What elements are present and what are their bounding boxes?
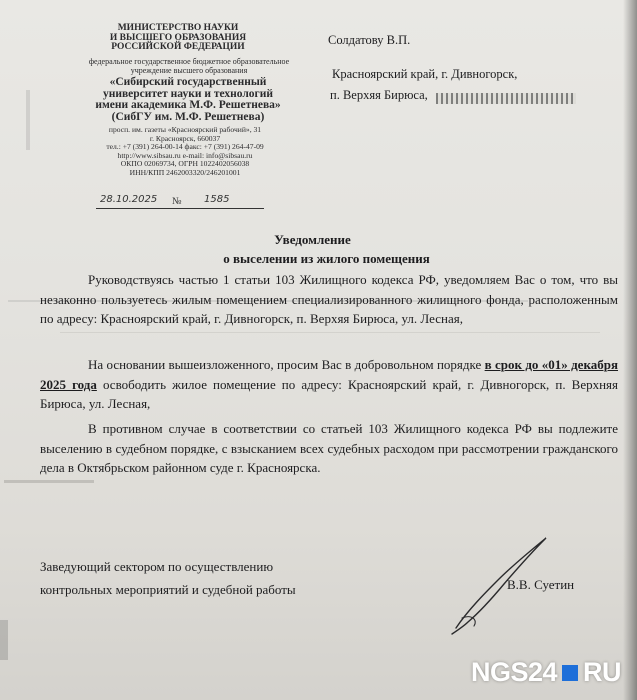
watermark-tld: RU xyxy=(583,657,621,687)
body-paragraph-2 xyxy=(40,355,618,414)
letterhead-type-line: учреждение высшего образования xyxy=(130,66,248,75)
notice-title: Уведомление xyxy=(274,232,351,247)
notice-subtitle: о выселении из жилого помещения xyxy=(223,251,430,266)
document-date: 28.10.2025 xyxy=(100,194,158,205)
document-number: 1585 xyxy=(204,194,230,205)
signatory-name: В.В. Суетин xyxy=(507,577,575,592)
letterhead-address-line: ИНН/КПП 2462003320/246201001 xyxy=(129,167,241,177)
page-shadow-edge xyxy=(623,0,637,700)
letterhead-address xyxy=(80,126,290,177)
letterhead-address-line: ОКПО 02069734, ОГРН 1022402056038 xyxy=(120,159,250,168)
document-number-sign: № xyxy=(172,196,182,207)
letterhead-address-line: г. Красноярск, 660037 xyxy=(149,133,221,143)
watermark-square-icon xyxy=(562,665,578,681)
letterhead-ministry-line: И ВЫСШЕГО ОБРАЗОВАНИЯ xyxy=(109,32,247,43)
recipient-name: Солдатову В.П. xyxy=(328,33,411,47)
body-paragraph-2-start: На основании вышеизложенного, просим Вас в добровольном порядке xyxy=(88,357,482,372)
signatory-position xyxy=(40,555,296,601)
scan-artifact xyxy=(0,620,8,660)
watermark-brand: NGS24 xyxy=(470,657,557,687)
scan-artifact xyxy=(26,90,30,150)
letterhead-address-line: просп. им. газеты «Красноярский рабочий», 31 xyxy=(108,125,262,134)
signatory-position-line: контрольных мероприятий и судебной работы xyxy=(40,582,296,597)
letterhead-ministry-line: МИНИСТЕРСТВО НАУКИ xyxy=(117,23,239,33)
letterhead-address-line: http://www.sibsau.ru e-mail: info@sibsau.ru xyxy=(117,150,253,160)
letterhead-type-line: федеральное государственное бюджетное образовательное xyxy=(88,57,290,66)
body-paragraph-1 xyxy=(40,270,618,329)
recipient-street: п. Верхяя Бирюса, xyxy=(330,88,428,102)
body-paragraph-2-end: освободить жилое помещение по адресу: Красноярский край, г. Дивногорск, п. Верхняя Бирюса, ул. Лесная, xyxy=(40,376,619,411)
deadline-emphasis: в срок до «01» декабря 2025 года xyxy=(40,357,619,392)
letterhead-university-line: университет науки и технологий xyxy=(102,87,274,100)
scan-artifact xyxy=(60,332,600,333)
signatory-position-line: Заведующий сектором по осуществлению xyxy=(40,559,274,574)
letterhead-university-line: «Сибирский государственный xyxy=(109,76,267,88)
date-number-underline xyxy=(96,208,264,209)
ngs24-watermark-logo xyxy=(471,657,621,688)
letterhead-university-line: имени академика М.Ф. Решетнева» xyxy=(95,99,281,111)
letterhead-institution-type xyxy=(60,57,318,75)
body-paragraph-1-text: Руководствуясь частью 1 статьи 103 Жилищного кодекса РФ, уведомляем Вас о том, что вы незаконно пользуетесь жилым помещением специализированного жилищного фонда, расположенным по адресу: Красноярский край, г. Дивногорск, п. Верхяя Бирюса, ул. Лесная, xyxy=(40,272,618,326)
letterhead-ministry xyxy=(83,24,273,53)
letterhead-university xyxy=(70,77,306,123)
body-paragraph-3-text: В противном случае в соответствии со статьей 103 Жилищного кодекса РФ вы подлежите выселению в судебном порядке, с взысканием всех судебных расходом при рассмотрении гражданского дела в Октябрьском районном суде г. Красноярска. xyxy=(40,421,618,475)
body-paragraph-3 xyxy=(40,419,618,478)
redacted-address-block xyxy=(436,93,576,104)
letterhead-ministry-line: РОССИЙСКОЙ ФЕДЕРАЦИИ xyxy=(111,42,245,52)
letterhead-university-line: (СибГУ им. М.Ф. Решетнева) xyxy=(111,110,265,123)
scan-artifact xyxy=(4,480,94,483)
recipient-region: Красноярский край, г. Дивногорск, xyxy=(332,67,518,81)
letterhead-address-line: тел.: +7 (391) 264-00-14 факс: +7 (391) 264-47-09 xyxy=(106,142,264,151)
